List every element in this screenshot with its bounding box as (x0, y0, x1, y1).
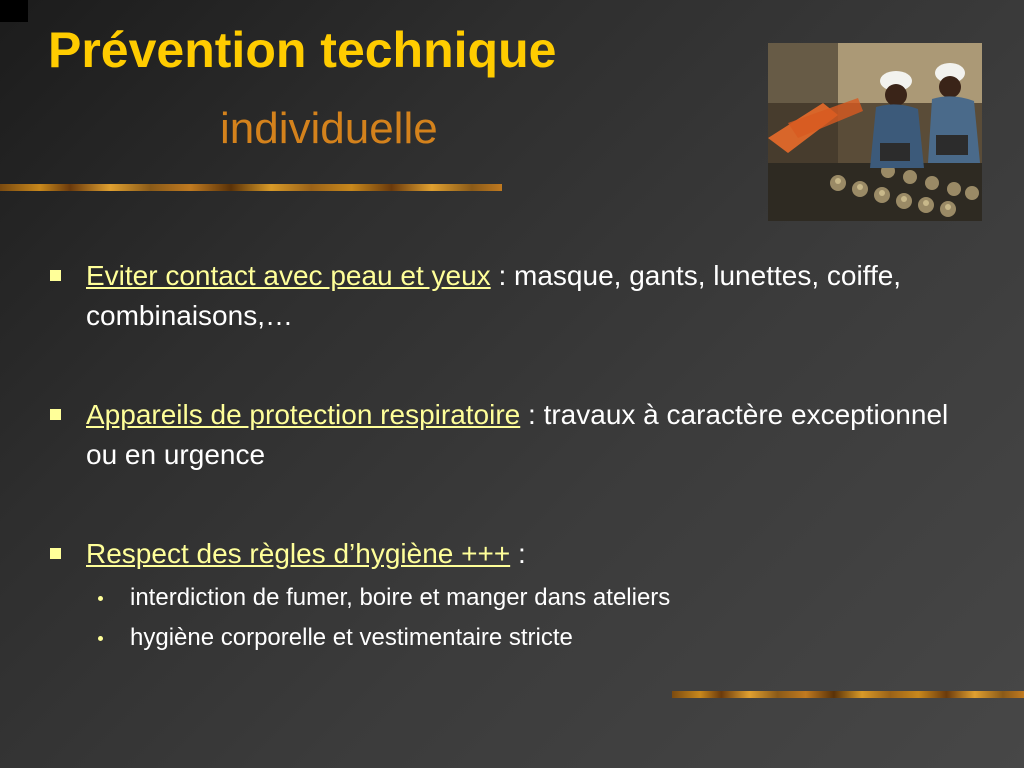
bullet-rest: : travaux à caractère exceptionnel ou en urgence (86, 399, 949, 470)
dot-bullet-icon (98, 596, 103, 601)
sub-bullet-text: interdiction de fumer, boire et manger dans ateliers (130, 584, 671, 611)
bullet-item (46, 256, 956, 336)
sub-bullet-item (98, 622, 958, 654)
bullet-text (86, 534, 956, 574)
bullet-text (86, 256, 956, 336)
footer-divider (672, 691, 1024, 698)
bullet-lead: Respect des règles d’hygiène +++ (86, 538, 511, 569)
square-bullet-icon (50, 270, 61, 281)
bullet-rest: : (510, 538, 526, 569)
bullet-text (86, 395, 956, 475)
workers-photo (768, 43, 982, 221)
sub-bullet-item (98, 582, 958, 614)
slide-subtitle: individuelle (220, 104, 438, 153)
corner-mark (0, 0, 28, 22)
slide-title: Prévention technique (48, 22, 557, 78)
bullet-item (46, 534, 956, 574)
workers-illustration (768, 43, 982, 221)
title-divider (0, 184, 502, 191)
dot-bullet-icon (98, 636, 103, 641)
bullet-lead: Appareils de protection respiratoire (86, 399, 521, 430)
square-bullet-icon (50, 409, 61, 420)
sub-bullet-text: hygiène corporelle et vestimentaire stricte (130, 624, 573, 651)
square-bullet-icon (50, 548, 61, 559)
bullet-rest: : masque, gants, lunettes, coiffe, combinaisons,… (86, 260, 902, 331)
bullet-lead: Eviter contact avec peau et yeux (86, 260, 491, 291)
bullet-item (46, 395, 956, 475)
